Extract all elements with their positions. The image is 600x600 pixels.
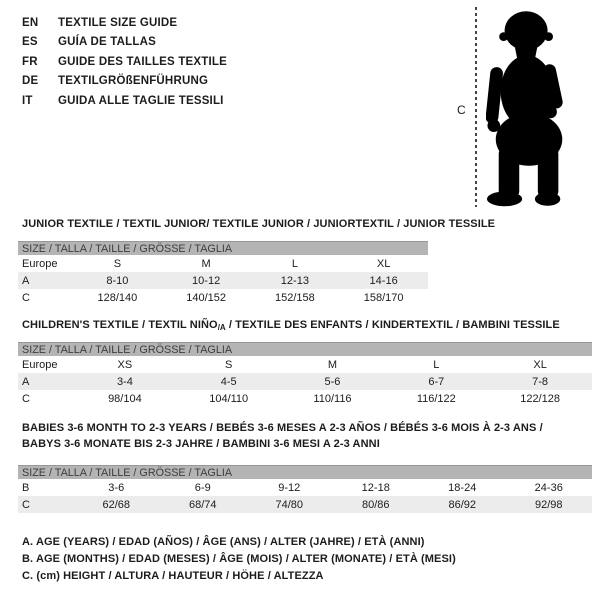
size-header-bar (18, 466, 592, 480)
size-cell: S (225, 358, 233, 371)
legend-notes (22, 534, 456, 584)
babies-title-line1: BABIES 3-6 MONTH TO 2-3 YEARS / BEBÉS 3-6 MESES A 2-3 AÑOS / BÉBÉS 3-6 MOIS À 2-3 ANS / (22, 422, 543, 434)
size-cell: XL (533, 358, 547, 371)
size-header-label: SIZE / TALLA / TAILLE / GRÖSSE / TAGLIA (18, 466, 592, 480)
legend-line-age-months: B. AGE (MONTHS) / EDAD (MESES) / ÂGE (MOIS) / ALTER (MONATE) / ETÀ (MESI) (22, 552, 456, 565)
age-cell: 5-6 (281, 373, 385, 390)
language-label: GUIDE DES TAILLES TEXTILE (58, 55, 227, 68)
height-cell: 68/74 (160, 496, 247, 513)
age-cell: 10-12 (162, 272, 251, 289)
language-code: FR (22, 55, 38, 68)
height-cell: 116/122 (416, 392, 456, 405)
size-cell: XL (376, 257, 391, 270)
height-cell: 110/116 (313, 392, 352, 405)
height-cell: 86/92 (419, 496, 506, 513)
height-cell: 98/104 (108, 392, 142, 405)
legend-line-age-years: A. AGE (YEARS) / EDAD (AÑOS) / ÂGE (ANS) / ALTER (JAHRE) / ETÀ (ANNI) (22, 536, 425, 548)
table-row-height (18, 289, 428, 306)
babies-title-line2: BABYS 3-6 MONATE BIS 2-3 JAHRE / BAMBINI 3-6 MESI A 2-3 ANNI (22, 438, 380, 450)
height-measure-label: C (457, 103, 466, 117)
height-measure-dashed-line (475, 7, 477, 207)
language-row (22, 14, 227, 33)
size-cell: M (327, 358, 338, 371)
age-cell: 8-10 (73, 272, 162, 289)
size-cell: M (201, 257, 211, 270)
months-cell: 18-24 (448, 481, 477, 494)
row-label: C (22, 392, 30, 405)
language-code: IT (22, 94, 33, 107)
language-code: DE (22, 75, 39, 88)
height-cell: 152/158 (274, 291, 315, 304)
size-header-label: SIZE / TALLA / TAILLE / GRÖSSE / TAGLIA (18, 242, 428, 256)
baby-toddler-silhouette-icon (486, 6, 574, 211)
table-row-months (18, 479, 592, 496)
age-cell: 12-13 (251, 272, 340, 289)
children-section-title (22, 317, 560, 336)
row-label: A (18, 272, 73, 289)
months-cell: 12-18 (361, 481, 390, 494)
language-code: EN (22, 17, 39, 29)
row-label: C (18, 496, 73, 513)
age-cell: 14-16 (339, 272, 428, 289)
height-cell: 62/68 (73, 496, 160, 513)
row-label: B (22, 481, 30, 494)
junior-section-title: JUNIOR TEXTILE / TEXTIL JUNIOR/ TEXTILE JUNIOR / JUNIORTEXTIL / JUNIOR TESSILE (22, 218, 496, 230)
children-title-subscript: /A (217, 323, 226, 332)
size-header-label: SIZE / TALLA / TAILLE / GRÖSSE / TAGLIA (18, 343, 592, 357)
age-cell: 4-5 (177, 373, 281, 390)
row-label: A (18, 373, 73, 390)
junior-size-table (18, 241, 428, 306)
table-row-europe (18, 356, 592, 373)
row-label: Europe (22, 358, 58, 371)
size-header-bar (18, 242, 428, 256)
children-title-post: / TEXTILE DES ENFANTS / KINDERTEXTIL / BAMBINI TESSILE (225, 319, 560, 331)
legend-line-height: C. (cm) HEIGHT / ALTURA / HAUTEUR / HÖHE / ALTEZZA (22, 569, 324, 582)
age-cell: 7-8 (488, 373, 592, 390)
height-cell: 128/140 (97, 291, 138, 304)
language-row (22, 72, 227, 91)
table-row-height (18, 496, 592, 513)
size-header-bar (18, 343, 592, 357)
row-label: Europe (22, 257, 58, 270)
language-guide-list (22, 14, 227, 111)
language-label: GUÍA DE TALLAS (58, 36, 156, 49)
height-cell: 158/170 (363, 291, 404, 304)
height-cell: 122/128 (520, 392, 560, 405)
children-title-pre: CHILDREN'S TEXTILE / TEXTIL NIÑO (22, 319, 218, 331)
height-cell: 104/110 (209, 392, 249, 405)
row-label: C (22, 291, 30, 304)
size-cell: L (433, 358, 440, 371)
language-row (22, 33, 227, 52)
months-cell: 6-9 (194, 481, 211, 494)
language-label: GUIDA ALLE TAGLIE TESSILI (58, 94, 224, 107)
size-cell: S (113, 257, 122, 270)
table-row-age (18, 272, 428, 289)
size-cell: XS (117, 358, 133, 371)
size-cell: L (291, 257, 298, 270)
height-cell: 92/98 (506, 496, 593, 513)
table-row-age (18, 373, 592, 390)
language-code: ES (22, 36, 38, 49)
months-cell: 24-36 (534, 481, 563, 494)
height-cell: 74/80 (246, 496, 333, 513)
babies-section-title (22, 420, 543, 452)
language-row (22, 92, 227, 111)
height-cell: 80/86 (333, 496, 420, 513)
babies-size-table (18, 465, 592, 513)
months-cell: 3-6 (108, 481, 125, 494)
table-row-height (18, 390, 592, 407)
language-row (22, 53, 227, 72)
children-size-table (18, 342, 592, 407)
table-row-europe (18, 255, 428, 272)
age-cell: 3-4 (73, 373, 177, 390)
months-cell: 9-12 (278, 481, 301, 494)
language-label: TEXTILGRÖßENFÜHRUNG (58, 75, 209, 88)
language-label: TEXTILE SIZE GUIDE (58, 17, 178, 29)
height-cell: 140/152 (186, 291, 226, 304)
age-cell: 6-7 (384, 373, 488, 390)
